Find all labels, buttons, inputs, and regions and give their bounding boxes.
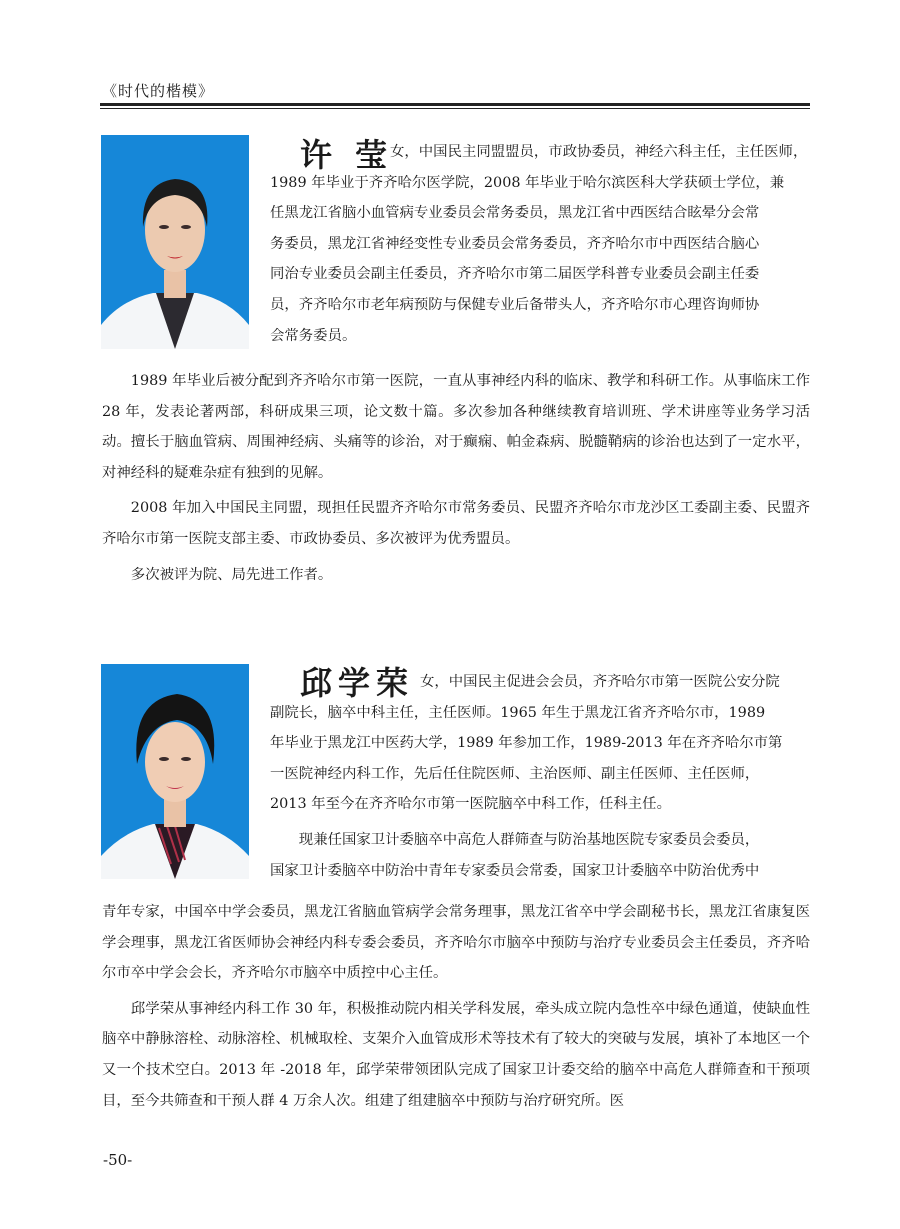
- portrait-photo-2: [101, 664, 249, 879]
- header-rule: [100, 103, 810, 106]
- portrait-photo-1: [101, 135, 249, 349]
- person2-side-paragraph: 现兼任国家卫计委脑卒中高危人群筛查与防治基地医院专家委员会委员，: [298, 831, 760, 848]
- person1-intro-line: 女，中国民主同盟盟员，市政协委员，神经六科主任，主任医师，: [390, 144, 808, 160]
- person1-paragraph: 2008 年加入中国民主同盟，现担任民盟齐齐哈尔市常务委员、民盟齐齐哈尔市龙沙区工委副主委、民盟齐齐哈尔市第一医院支部主委、市政协委员、多次被评为优秀盟员。: [102, 500, 810, 547]
- person2-paragraph: 青年专家，中国卒中学会委员，黑龙江省脑血管病学会常务理事，黑龙江省卒中学会副秘书长，黑龙江省康复医学会理事，黑龙江省医师协会神经内科专委会委员，齐齐哈尔市脑卒中预防与治疗专业委员会主任委员，齐齐哈尔市卒中学会会长，齐齐哈尔市脑卒中质控中心主任。: [102, 904, 810, 982]
- person1-paragraph: 1989 年毕业后被分配到齐齐哈尔市第一医院，一直从事神经内科的临床、教学和科研工作。从事临床工作 28 年，发表论著两部，科研成果三项，论文数十篇。多次参加各种继续教育培训班、学术讲座等业务学习活动。擅长于脑血管病、周围神经病、头痛等的诊治，对于癫痫、帕金森病、脱髓鞘病的诊治也达到了一定水平，对神经科的疑难杂症有独到的见解。: [102, 373, 810, 481]
- person2-intro-line: 副院长，脑卒中科主任，主任医师。1965 年生于黑龙江省齐齐哈尔市，1989: [270, 704, 766, 721]
- person1-body: [102, 366, 810, 590]
- running-header-title: 《时代的楷模》: [102, 82, 215, 100]
- person-name-1: 许 莹: [300, 136, 394, 174]
- page-number: -50-: [103, 1151, 133, 1169]
- person2-intro-line: 女，中国民主促进会会员，齐齐哈尔市第一医院公安分院: [420, 674, 780, 690]
- person1-intro-line: 员，齐齐哈尔市老年病预防与保健专业后备带头人，齐齐哈尔市心理咨询师协: [270, 296, 760, 313]
- person2-paragraph: 邱学荣从事神经内科工作 30 年，积极推动院内相关学科发展，牵头成立院内急性卒中绿色通道，使缺血性脑卒中静脉溶栓、动脉溶栓、机械取栓、支架介入血管成形术等技术有了较大的突破与发展，填补了本地区一个又一个技术空白。2013 年 -2018 年，邱学荣带领团队完成了国家卫计委交给的脑卒中高危人群筛查和干预项目，至今共筛查和干预人群 4 万余人次。组建了组建脑卒中预防与治疗研究所。医: [102, 1000, 810, 1109]
- person-name-2: 邱学荣: [300, 664, 415, 702]
- person2-intro-line: 年毕业于黑龙江中医药大学，1989 年参加工作，1989-2013 年在齐齐哈尔市第: [270, 735, 783, 752]
- person2-intro-line: 2013 年至今在齐齐哈尔市第一医院脑卒中科工作，任科主任。: [270, 796, 671, 813]
- person1-intro-line: 同治专业委员会副主任委员，齐齐哈尔市第二届医学科普专业委员会副主任委: [270, 266, 760, 283]
- person1-intro-line: 会常务委员。: [270, 327, 357, 344]
- person2-intro-line: 一医院神经内科工作，先后任住院医师、主治医师、副主任医师、主任医师，: [270, 765, 760, 782]
- header-rule-thin: [100, 108, 810, 109]
- person2-body: [102, 897, 810, 1116]
- person1-paragraph: 多次被评为院、局先进工作者。: [130, 566, 333, 583]
- person1-intro-line: 1989 年毕业于齐齐哈尔医学院，2008 年毕业于哈尔滨医科大学获硕士学位，兼: [270, 174, 785, 191]
- person1-intro-line: 务委员，黑龙江省神经变性专业委员会常务委员，齐齐哈尔市中西医结合脑心: [270, 235, 760, 252]
- person1-intro-block: [270, 137, 810, 351]
- person1-intro-line: 任黑龙江省脑小血管病专业委员会常务委员，黑龙江省中西医结合眩晕分会常: [270, 205, 760, 222]
- person2-side-paragraph: 国家卫计委脑卒中防治中青年专家委员会常委，国家卫计委脑卒中防治优秀中: [270, 862, 760, 879]
- person2-intro-block: [270, 667, 810, 886]
